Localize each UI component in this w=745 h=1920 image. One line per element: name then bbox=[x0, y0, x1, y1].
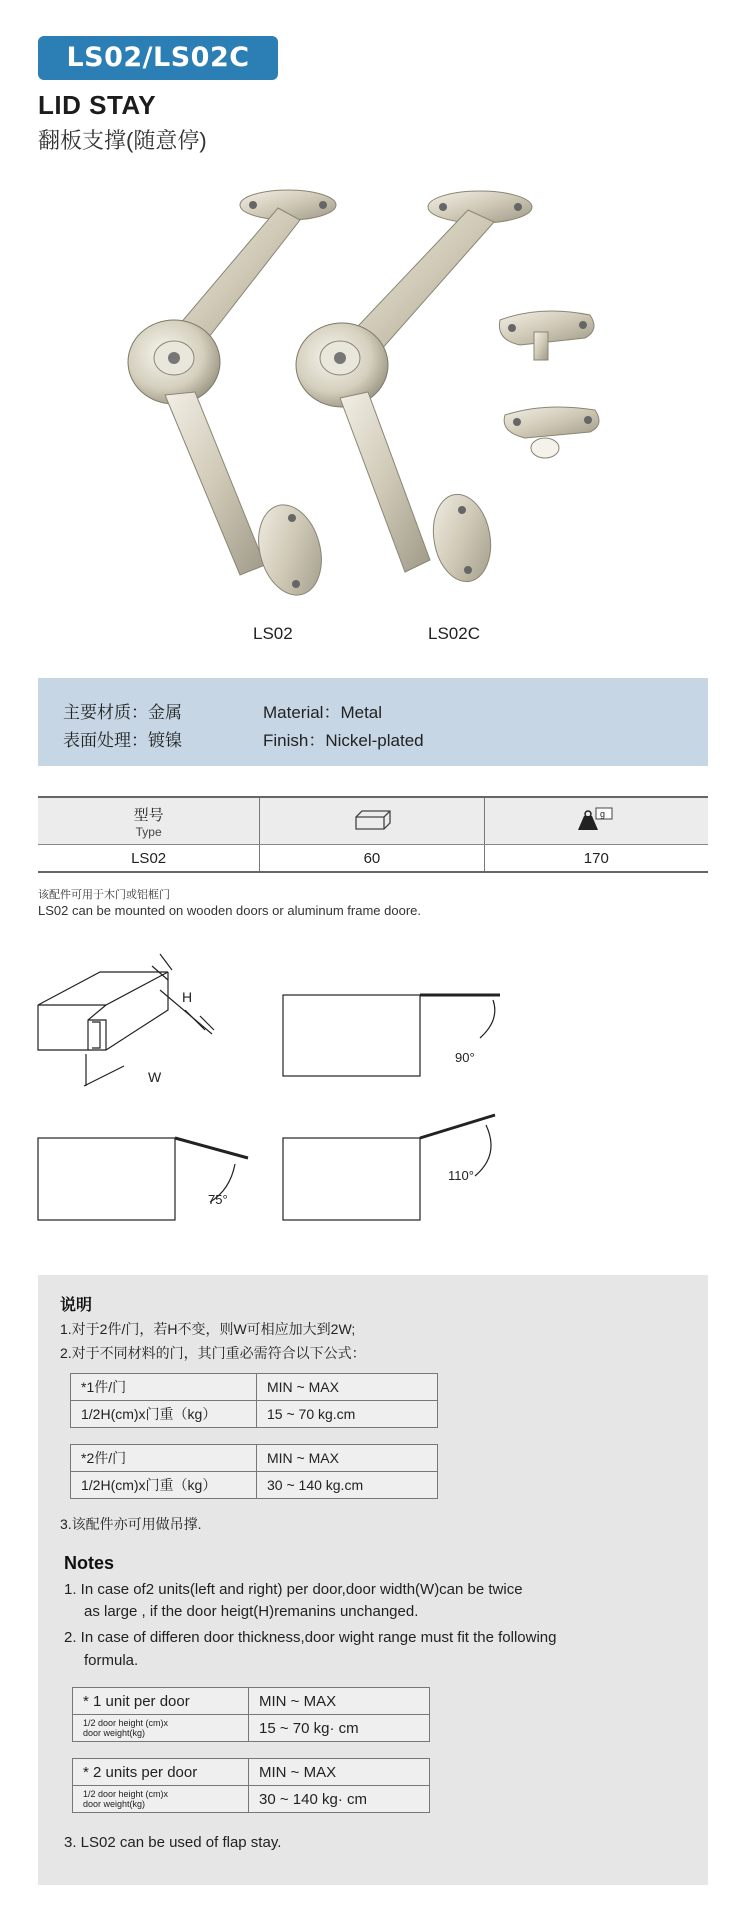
notes-cn-line3: 3.该配件亦可用做吊撑. bbox=[60, 1516, 202, 1532]
cn-t2-r2c1: 1/2H(cm)x门重（kg） bbox=[71, 1472, 257, 1499]
mounting-plate-cam-image bbox=[504, 407, 599, 458]
en-t2-r1c1: * 2 units per door bbox=[73, 1759, 249, 1786]
en-t2-r2c2: 30 ~ 140 kg· cm bbox=[249, 1786, 430, 1813]
en-t2-r2c1-a: 1/2 door height (cm)x bbox=[83, 1789, 169, 1799]
ls02-stay-image bbox=[128, 190, 336, 602]
ls02c-stay-image bbox=[296, 191, 532, 586]
cn-t2-r2c2: 30 ~ 140 kg.cm bbox=[257, 1472, 438, 1499]
type-cell: LS02 bbox=[38, 845, 260, 873]
weight-g-icon bbox=[574, 806, 618, 832]
cn-t2-r1c1: *2件/门 bbox=[71, 1445, 257, 1472]
en-t1-r2c1 bbox=[73, 1715, 249, 1742]
angle-90-label: 90° bbox=[455, 1050, 475, 1065]
mount-note-cn: 该配件可用于木门或铝框门 bbox=[38, 889, 170, 901]
box-icon bbox=[350, 807, 394, 831]
finish-cn: 表面处理：镀镍 bbox=[63, 731, 182, 750]
en-formula-table-2 bbox=[72, 1758, 430, 1813]
type-table bbox=[38, 796, 708, 873]
type-header-en: Type bbox=[135, 824, 162, 839]
mounting-diagram bbox=[0, 950, 745, 1240]
type-header bbox=[38, 797, 260, 845]
notes-en-line3: 3. LS02 can be used of flap stay. bbox=[64, 1834, 282, 1851]
size-header bbox=[260, 797, 484, 845]
notes-en-line1b: as large , if the door heigt(H)remanins unchanged. bbox=[84, 1603, 419, 1620]
en-t1-r1c1: * 1 unit per door bbox=[73, 1688, 249, 1715]
weight-cell: 170 bbox=[484, 845, 708, 873]
w-label: W bbox=[148, 1069, 162, 1085]
en-t2-r2c1-b: door weight(kg) bbox=[83, 1799, 146, 1809]
type-header-cn: 型号 bbox=[133, 806, 164, 824]
ls02c-caption: LS02C bbox=[428, 624, 480, 643]
mounting-plate-image bbox=[499, 311, 594, 360]
weight-unit: g bbox=[600, 809, 606, 819]
finish-en: Finish：Nickel-plated bbox=[263, 731, 424, 750]
notes-heading-cn: 说明 bbox=[60, 1297, 93, 1314]
mount-note-en: LS02 can be mounted on wooden doors or aluminum frame doore. bbox=[38, 903, 422, 918]
material-cn: 主要材质：金属 bbox=[63, 703, 182, 722]
cn-t2-r1c2: MIN ~ MAX bbox=[257, 1445, 438, 1472]
en-t1-r2c2: 15 ~ 70 kg· cm bbox=[249, 1715, 430, 1742]
notes-cn-line2: 2.对于不同材料的门，其门重必需符合以下公式： bbox=[60, 1345, 366, 1361]
model-badge: LS02/LS02C bbox=[38, 36, 278, 80]
h-label: H bbox=[182, 989, 193, 1005]
cn-formula-table-2 bbox=[70, 1444, 438, 1499]
cn-t1-r1c2: MIN ~ MAX bbox=[257, 1374, 438, 1401]
angle-110-label: 110° bbox=[448, 1168, 474, 1183]
notes-en-line1a: 1. In case of2 units(left and right) per door,door width(W)can be twice bbox=[64, 1581, 523, 1598]
cn-t1-r1c1: *1件/门 bbox=[71, 1374, 257, 1401]
en-t1-r1c2: MIN ~ MAX bbox=[249, 1688, 430, 1715]
notes-heading-en: Notes bbox=[64, 1553, 115, 1573]
product-title-cn: 翻板支撑(随意停) bbox=[38, 128, 207, 153]
notes-en-line2b: formula. bbox=[84, 1652, 139, 1669]
en-formula-table-1 bbox=[72, 1687, 430, 1742]
ls02-caption: LS02 bbox=[253, 624, 293, 643]
notes-en-line2a: 2. In case of differen door thickness,door wight range must fit the following bbox=[64, 1629, 557, 1646]
material-en: Material：Metal bbox=[263, 703, 383, 722]
product-photo bbox=[0, 180, 745, 640]
product-title: LID STAY bbox=[38, 90, 157, 120]
weight-header bbox=[484, 797, 708, 845]
cn-t1-r2c1: 1/2H(cm)x门重（kg） bbox=[71, 1401, 257, 1428]
size-cell: 60 bbox=[260, 845, 484, 873]
notes-cn-line1: 1.对于2件/门，若H不变，则W可相应加大到2W; bbox=[60, 1321, 356, 1337]
en-t1-r2c1-a: 1/2 door height (cm)x bbox=[83, 1718, 169, 1728]
en-t2-r1c2: MIN ~ MAX bbox=[249, 1759, 430, 1786]
cn-formula-table-1 bbox=[70, 1373, 438, 1428]
spec-band bbox=[38, 678, 708, 766]
cn-t1-r2c2: 15 ~ 70 kg.cm bbox=[257, 1401, 438, 1428]
en-t1-r2c1-b: door weight(kg) bbox=[83, 1728, 146, 1738]
angle-75-label: 75° bbox=[208, 1192, 228, 1207]
en-t2-r2c1 bbox=[73, 1786, 249, 1813]
